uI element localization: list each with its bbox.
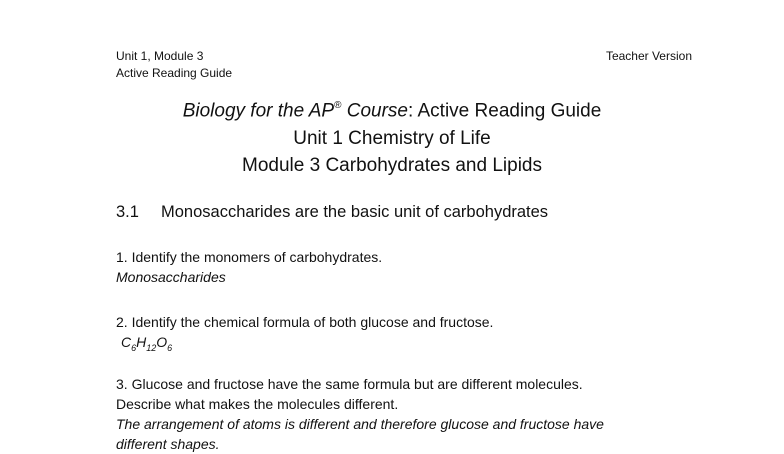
question-block-3	[116, 374, 604, 454]
question-text-line-1: 3. Glucose and fructose have the same formula but are different molecules.	[116, 376, 583, 392]
header-left	[116, 48, 232, 82]
section-title: Monosaccharides are the basic unit of carbohydrates	[161, 203, 549, 221]
formula-hydrogen-count: 12	[146, 342, 157, 353]
section-number: 3.1	[116, 203, 139, 221]
formula-carbon: C	[121, 334, 132, 350]
header-version: Teacher Version	[605, 49, 692, 63]
question-text: 1. Identify the monomers of carbohydrates.	[116, 249, 383, 265]
title-line-2: Unit 1 Chemistry of Life	[293, 127, 491, 149]
formula-oxygen-count: 6	[167, 342, 173, 353]
question-text: 2. Identify the chemical formula of both glucose and fructose.	[116, 314, 494, 330]
title-book-name: Biology for the AP	[182, 100, 335, 122]
registered-mark: ®	[334, 100, 342, 111]
formula-hydrogen: H	[136, 334, 147, 350]
section-heading	[116, 203, 548, 222]
title-line-3: Module 3 Carbohydrates and Lipids	[242, 155, 542, 177]
title-book-name-tail: Course	[341, 100, 408, 122]
header-unit-module: Unit 1, Module 3	[116, 49, 204, 63]
answer-text-line-1: The arrangement of atoms is different and therefore glucose and fructose have	[116, 416, 604, 432]
answer-text-line-2: different shapes.	[116, 436, 220, 452]
chemical-formula	[116, 332, 493, 358]
question-text-line-2: Describe what makes the molecules different.	[116, 396, 399, 412]
answer-text: Monosaccharides	[116, 269, 226, 285]
formula-oxygen: O	[156, 334, 168, 350]
title-line-1	[0, 93, 784, 125]
document-title	[0, 93, 784, 180]
header-guide-name: Active Reading Guide	[116, 66, 233, 80]
question-block-2	[116, 312, 493, 358]
question-block-1	[116, 247, 382, 287]
formula-carbon-count: 6	[131, 342, 137, 353]
title-guide-label: : Active Reading Guide	[408, 100, 602, 122]
